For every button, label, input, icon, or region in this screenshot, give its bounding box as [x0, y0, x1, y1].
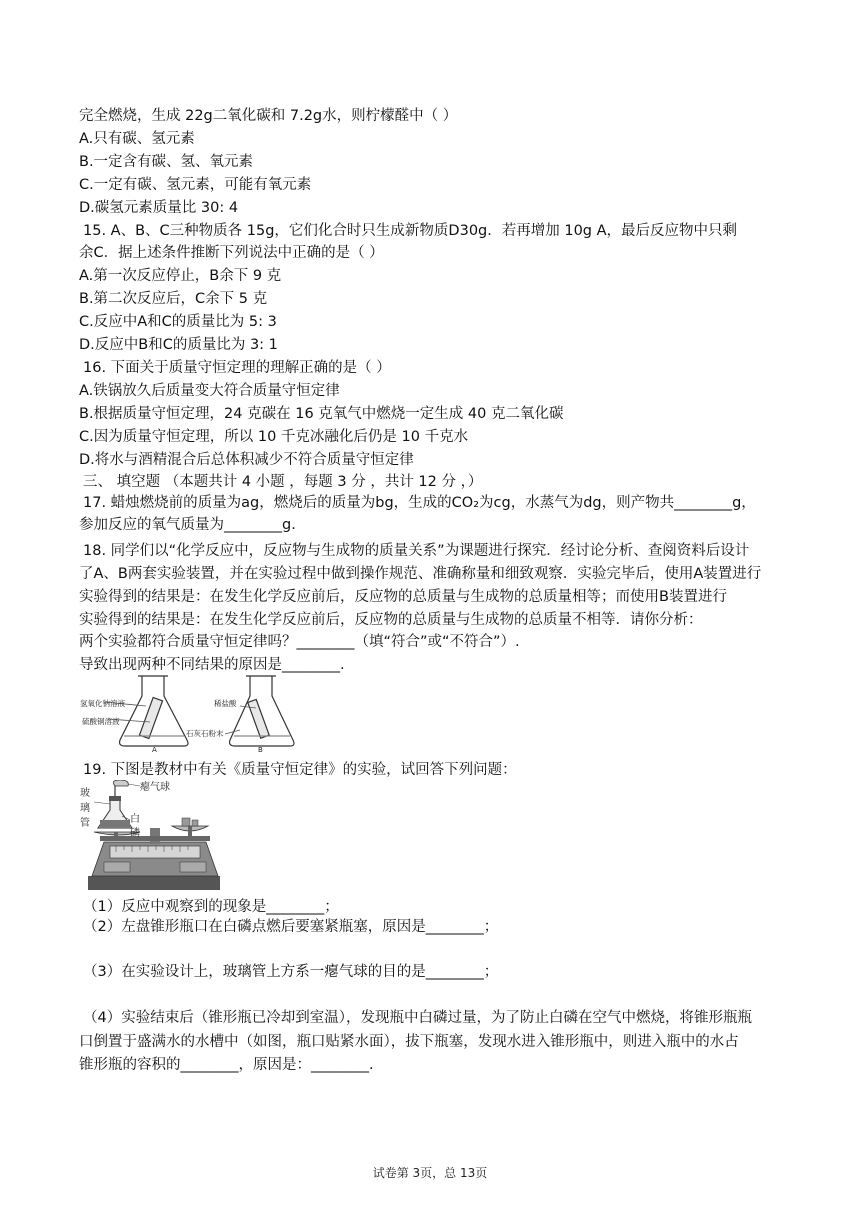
q15-stem: 15. A、B、C三种物质各 15g，它们化合时只生成新物质D30g．若再增加 10g A，最后反应物中只剩: [83, 223, 738, 239]
right-pan: [172, 818, 208, 838]
label-glass-tube-2: 璃: [80, 803, 90, 814]
q19-stem: 19. 下图是教材中有关《质量守恒定律》的实验，试回答下列问题：: [83, 762, 517, 778]
flask-a: [104, 676, 188, 746]
q16-option-a: A.铁锅放久后质量变大符合质量守恒定律: [79, 383, 340, 399]
q14-option-c: C.一定有碳、氢元素，可能有氧元素: [79, 177, 312, 193]
q16-option-d: D.将水与酒精混合后总体积减少不符合质量守恒定律: [79, 452, 414, 468]
q15-option-d: D.反应中B和C的质量比为 3: 1: [79, 337, 278, 353]
q15-option-c: C.反应中A和C的质量比为 5: 3: [79, 314, 277, 330]
balance-body: [88, 828, 220, 890]
q18-stem: 18. 同学们以“化学反应中，反应物与生成物的质量关系”为课题进行探究．经讨论分析、查阅资料后设计: [83, 543, 750, 559]
page-footer: 试卷第 3页，总 13页: [372, 1166, 488, 1180]
label-flask-b: B: [258, 746, 263, 754]
q16-option-c: C.因为质量守恒定理，所以 10 千克冰融化后仍是 10 千克水: [79, 429, 469, 445]
figure-flasks-a-b: [80, 672, 300, 754]
q15-stem-continuation: 余C．据上述条件推断下列说法中正确的是（ ）: [79, 245, 384, 261]
q14-stem-continuation: 完全燃烧，生成 22g二氧化碳和 7.2g水，则柠檬醛中（ ）: [79, 108, 458, 124]
label-balloon: 瘪气球: [140, 782, 170, 793]
label-glass-tube-1: 玻: [80, 788, 90, 799]
label-hcl: 稀盐酸: [214, 699, 237, 708]
q17-stem-continuation: 参加反应的氧气质量为________g．: [79, 517, 306, 533]
label-cuso4-solution: 硫酸铜溶液: [82, 717, 120, 726]
q19-part-4: （4）实验结束后（锥形瓶已冷却到室温），发现瓶中白磷过量，为了防止白磷在空气中燃烧，将锥形瓶瓶: [83, 1010, 752, 1026]
q16-stem: 16. 下面关于质量守恒定理的理解正确的是（ ）: [83, 360, 391, 376]
q16-option-b: B.根据质量守恒定理，24 克碳在 16 克氧气中燃烧一定生成 40 克二氧化碳: [79, 406, 564, 422]
label-flask-a: A: [152, 746, 157, 754]
q18-stem-line4: 实验得到的结果是：在发生化学反应前后，反应物的总质量与生成物的总质量不相等．请你分析：: [79, 612, 703, 628]
q14-option-b: B.一定含有碳、氢、氧元素: [79, 154, 254, 170]
q18-stem-line2: 了A、B两套实验装置，并在实验过程中做到操作规范、准确称量和细致观察．实验完毕后，使用A装置进行: [79, 566, 762, 582]
q18-question-2: 导致出现两种不同结果的原因是________.: [79, 657, 345, 673]
q19-part-3: （3）在实验设计上，玻璃管上方系一瘪气球的目的是________；: [83, 964, 499, 980]
label-glass-tube-3: 管: [80, 818, 90, 829]
q18-stem-line3: 实验得到的结果是：在发生化学反应前后，反应物的总质量与生成物的总质量相等；而使用B装置进行: [79, 589, 727, 605]
label-naoh-solution: 氢氧化钠溶液: [80, 699, 125, 708]
q19-part-2: （2）左盘锥形瓶口在白磷点燃后要塞紧瓶塞，原因是________；: [83, 919, 499, 935]
q18-question-1: 两个实验都符合质量守恒定律吗？________（填“符合”或“不符合”）.: [79, 634, 520, 650]
flask-b: [225, 676, 294, 746]
q17-stem: 17. 蜡烛燃烧前的质量为ag，燃烧后的质量为bg，生成的CO₂为cg，水蒸气为dg，则产物共________g，: [83, 495, 756, 511]
label-white-phosphorus-2: 磷: [130, 828, 140, 839]
section-heading-fill-in: 三、 填空题 （本题共计 4 小题 ，每题 3 分 ，共计 12 分 ，）: [83, 474, 483, 490]
q15-option-b: B.第二次反应后，C余下 5 克: [79, 291, 268, 307]
q19-part-1: （1）反应中观察到的现象是________；: [83, 899, 339, 915]
q14-option-a: A.只有碳、氢元素: [79, 131, 195, 147]
figure-balance-experiment: [80, 780, 230, 894]
q14-option-d: D.碳氢元素质量比 30: 4: [79, 200, 239, 216]
q15-option-a: A.第一次反应停止，B余下 9 克: [79, 268, 282, 284]
label-white-phosphorus-1: 白: [130, 814, 140, 825]
q19-part-4-line3: 锥形瓶的容积的________，原因是：________.: [79, 1057, 374, 1073]
q19-part-4-line2: 口倒置于盛满水的水槽中（如图，瓶口贴紧水面），拔下瓶塞，发现水进入锥形瓶中，则进入瓶中的水占: [79, 1034, 739, 1050]
label-caco3-powder: 石灰石粉末: [186, 729, 224, 738]
